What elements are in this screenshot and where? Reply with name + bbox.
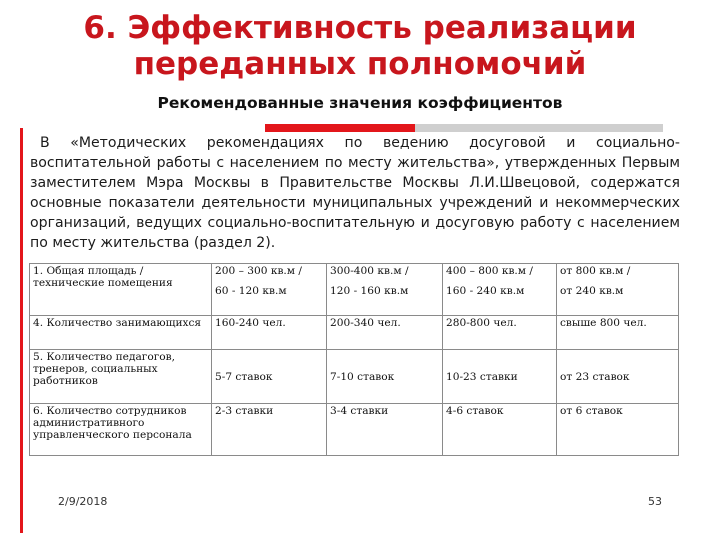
table-cell: 3-4 ставки xyxy=(327,404,443,456)
title-line-2: переданных полномочий xyxy=(133,46,587,82)
footer-date: 2/9/2018 xyxy=(58,495,108,508)
title-line-1: 6. Эффективность реализации xyxy=(83,10,637,46)
table-cell: 7-10 ставок xyxy=(327,350,443,404)
page-number: 53 xyxy=(648,495,662,508)
table-row xyxy=(30,264,679,316)
grey-divider xyxy=(415,124,663,132)
coefficients-table xyxy=(29,263,679,456)
table-cell: 4-6 ставок xyxy=(443,404,557,456)
table-cell: 2-3 ставки xyxy=(212,404,327,456)
table-row xyxy=(30,404,679,456)
body-paragraph xyxy=(30,133,680,253)
row-label: 6. Количество сотрудников административного управленческого персонала xyxy=(30,404,212,456)
cell-line: 300-400 кв.м / xyxy=(330,265,409,277)
cell-line: 200 – 300 кв.м / xyxy=(215,265,302,277)
slide-subtitle: Рекомендованные значения коэффициентов xyxy=(157,94,563,112)
slide-title xyxy=(0,10,720,82)
row-label: 5. Количество педагогов, тренеров, социальных работников xyxy=(30,350,212,404)
red-divider xyxy=(265,124,415,132)
table-cell xyxy=(557,264,679,316)
table-cell: 280-800 чел. xyxy=(443,316,557,350)
paragraph-text: В «Методических рекомендациях по ведению досуговой и социально-воспитательной работы с населением по месту жительства», утвержденных Первым заместителем Мэра Москвы в Правительстве Москвы Л.И.Швецовой, содержатся основные показатели деятельности муниципальных учреждений и некоммерческих организаций, ведущих социально-воспитательную и досуговую работу с населением по месту жительства (раздел 2). xyxy=(30,135,680,251)
cell-line: от 800 кв.м / xyxy=(560,265,631,277)
table-cell xyxy=(327,264,443,316)
table-cell: 160-240 чел. xyxy=(212,316,327,350)
cell-line: 120 - 160 кв.м xyxy=(330,285,409,297)
table-cell: от 23 ставок xyxy=(557,350,679,404)
table-cell: 10-23 ставки xyxy=(443,350,557,404)
table-cell: от 6 ставок xyxy=(557,404,679,456)
table-cell: 200-340 чел. xyxy=(327,316,443,350)
table-row xyxy=(30,316,679,350)
table-row xyxy=(30,350,679,404)
left-accent-bar xyxy=(20,128,23,533)
cell-line: от 240 кв.м xyxy=(560,285,624,297)
cell-line: 160 - 240 кв.м xyxy=(446,285,525,297)
cell-line: 400 – 800 кв.м / xyxy=(446,265,533,277)
row-label: 1. Общая площадь / технические помещения xyxy=(30,264,212,316)
table-cell xyxy=(443,264,557,316)
table-cell xyxy=(212,264,327,316)
table-cell: 5-7 ставок xyxy=(212,350,327,404)
cell-line: 60 - 120 кв.м xyxy=(215,285,287,297)
row-label: 4. Количество занимающихся xyxy=(30,316,212,350)
table-cell: свыше 800 чел. xyxy=(557,316,679,350)
